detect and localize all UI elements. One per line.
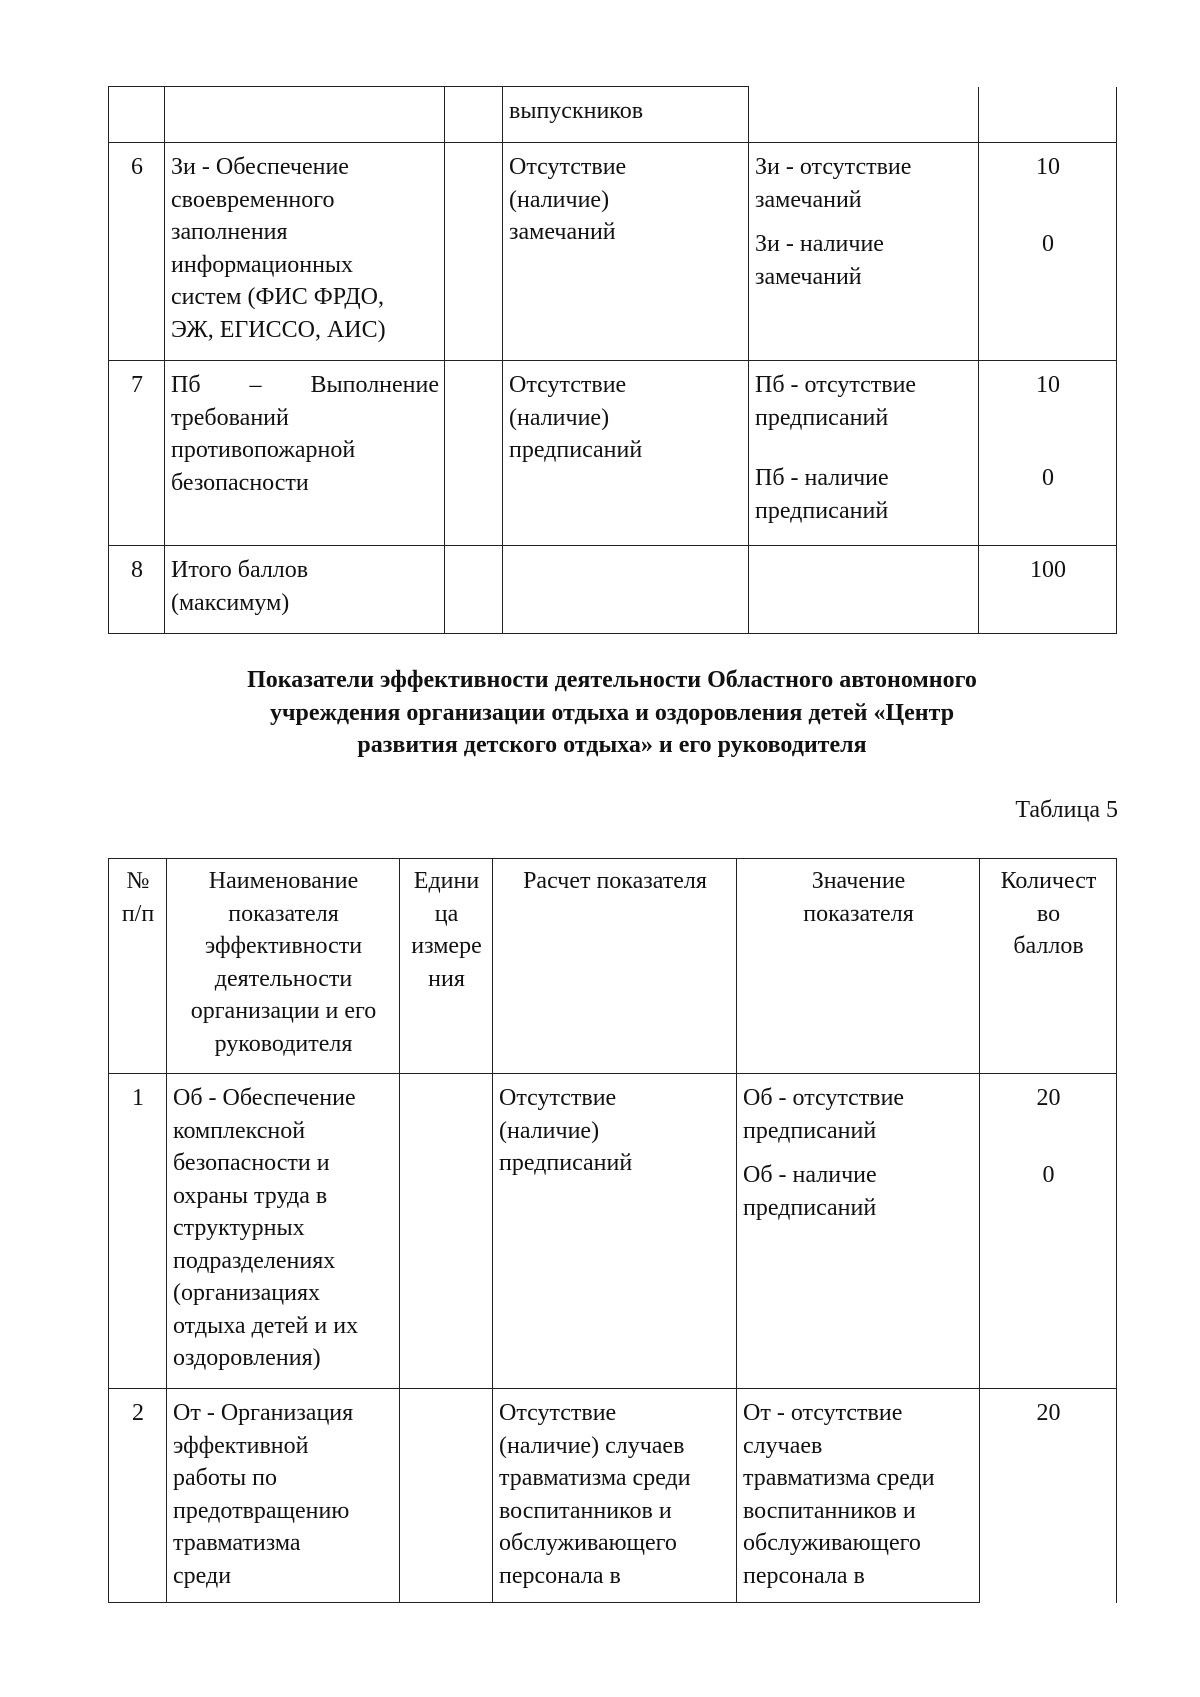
header-value: Значение показателя (737, 859, 980, 1074)
header-calc: Расчет показателя (493, 859, 737, 1074)
table-row (109, 143, 1117, 361)
score-cell: 100 (979, 546, 1117, 634)
calc-cell: Отсутствие (наличие) предписаний (493, 1074, 737, 1389)
indicators-table-5 (108, 858, 1117, 1603)
table-row (109, 87, 1117, 143)
header-name: Наименование показателя эффективности деятельности организации и его руководителя (167, 859, 400, 1074)
score-cell: 10 0 (979, 143, 1117, 361)
indicator-name: Об - Обеспечение комплексной безопасности и охраны труда в структурных подразделениях (организациях отдыха детей и их оздоровления) (167, 1074, 400, 1389)
table-label: Таблица 5 (1015, 797, 1118, 823)
score-cell: 20 0 (980, 1074, 1117, 1389)
table-row (109, 1389, 1117, 1603)
row-number: 2 (109, 1389, 167, 1603)
score-cell: 10 0 (979, 361, 1117, 546)
header-score: Количест во баллов (980, 859, 1117, 1074)
header-unit: Едини ца измере ния (400, 859, 493, 1074)
unit-cell (400, 1074, 493, 1389)
unit-cell (445, 361, 503, 546)
row-number: 1 (109, 1074, 167, 1389)
table-row (109, 546, 1117, 634)
row-number: 6 (109, 143, 165, 361)
table-row (109, 361, 1117, 546)
indicator-name: Итого баллов (максимум) (165, 546, 445, 634)
calc-cell: Отсутствие (наличие) случаев травматизма среди воспитанников и обслуживающего персонала в (493, 1389, 737, 1603)
unit-cell (400, 1389, 493, 1603)
score-cell: 20 (980, 1389, 1117, 1603)
section-heading: Показатели эффективности деятельности Областного автономного учреждения организации отдыха и оздоровления детей «Центр развития детского отдыха» и его руководителя (247, 667, 977, 758)
row-number: 7 (109, 361, 165, 546)
calc-cell: выпускников (503, 87, 749, 143)
indicator-name: Зи - Обеспечение своевременного заполнения информационных систем (ФИС ФРДО, ЭЖ, ЕГИССО, АИС) (165, 143, 445, 361)
indicator-name: Пб – Выполнение требований противопожарной безопасности (165, 361, 445, 546)
table-header-row (109, 859, 1117, 1074)
unit-cell (445, 143, 503, 361)
header-no: № п/п (109, 859, 167, 1074)
indicators-table-continued (108, 86, 1117, 634)
value-cell: Зи - отсутствие замечаний Зи - наличие замечаний (749, 143, 979, 361)
indicator-name: От - Организация эффективной работы по предотвращению травматизма среди (167, 1389, 400, 1603)
value-cell: От - отсутствие случаев травматизма среди воспитанников и обслуживающего персонала в (737, 1389, 980, 1603)
value-cell: Пб - отсутствие предписаний Пб - наличие предписаний (749, 361, 979, 546)
calc-cell: Отсутствие (наличие) предписаний (503, 361, 749, 546)
value-cell: Об - отсутствие предписаний Об - наличие предписаний (737, 1074, 980, 1389)
row-number: 8 (109, 546, 165, 634)
calc-cell: Отсутствие (наличие) замечаний (503, 143, 749, 361)
table-row (109, 1074, 1117, 1389)
